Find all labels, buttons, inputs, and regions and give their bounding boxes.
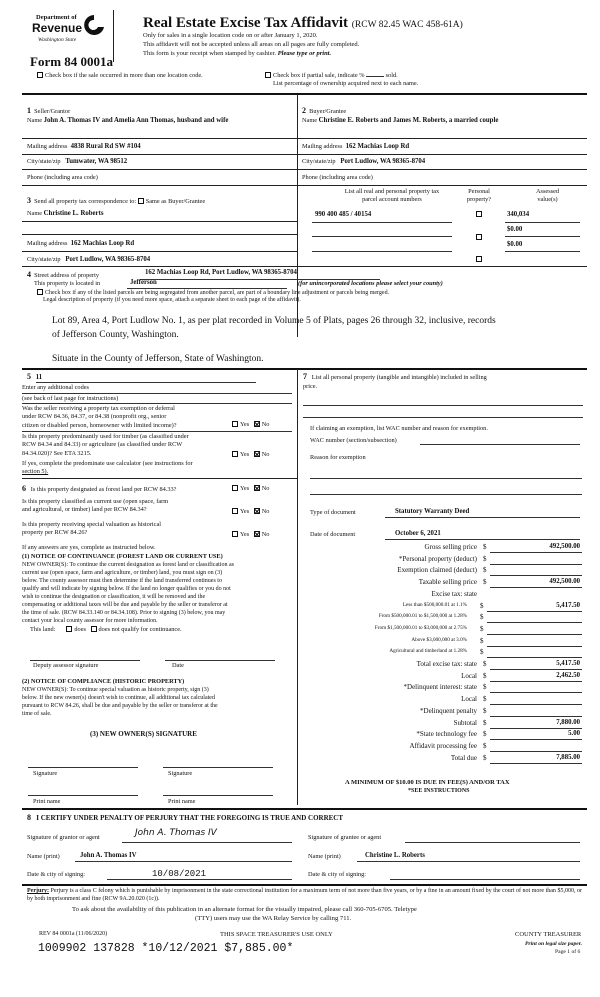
tax-row-value: 5.00: [568, 730, 580, 738]
street-address: 162 Machias Loop Rd, Port Ludlow, WA 98365-8704: [145, 269, 297, 276]
sec5-heading: 5 11: [27, 372, 43, 381]
dollar-sign: $: [480, 648, 484, 657]
doc-type-row: Type of document: [310, 509, 356, 516]
title-text: Real Estate Excise Tax Affidavit: [143, 15, 348, 31]
buyer-name-row: Name Christine E. Roberts and James M. Roberts, a married couple: [302, 117, 499, 124]
seller-city: Tumwater, WA 98512: [65, 158, 128, 165]
tax-row-label: *State technology fee: [416, 730, 477, 739]
county-note: (for unincorporated locations please select your county): [298, 280, 443, 287]
no-checkbox[interactable]: [254, 421, 260, 427]
seller-mail: 4838 Rural Rd SW #104: [70, 143, 141, 150]
tax-row-label: Above $3,000,000 at 3.0%: [411, 636, 467, 643]
ifany-note: If any answers are yes, complete as instructed below.: [22, 544, 156, 551]
tax-row-line: [490, 716, 582, 717]
list-pct-note: List percentage of ownership acquired next to each name.: [273, 80, 419, 87]
logo-dept: Department of: [36, 14, 77, 21]
wac-label: WAC number (section/subsection): [310, 437, 397, 444]
dollar-sign: $: [480, 613, 484, 622]
exemption-label: If claiming an exemption, list WAC number and reason for exemption.: [310, 425, 488, 432]
tax-row-value: 2,462.50: [556, 671, 580, 679]
same-as-buyer-checkbox[interactable]: [138, 198, 144, 204]
seller-name: John A. Thomas IV and Amelia Ann Thomas, husband and wife: [43, 117, 229, 124]
dollar-sign: $: [483, 718, 487, 727]
tax-row-value: 5,417.50: [556, 601, 580, 609]
grantee-name: Christine L. Roberts: [365, 852, 425, 859]
notice1-title: (1) NOTICE OF CONTINUANCE (FOREST LAND OR CURRENT USE): [22, 553, 223, 560]
q2-yes-no[interactable]: Yes No: [232, 451, 269, 459]
certify-heading: 8 I CERTIFY UNDER PENALTY OF PERJURY THAT THE FOREGOING IS TRUE AND CORRECT: [27, 813, 344, 822]
tax-row-line: [490, 575, 582, 576]
tax-row-line: [490, 681, 582, 682]
dollar-sign: $: [483, 543, 487, 551]
grantor-sig-label: Signature of grantor or agent: [27, 834, 100, 841]
tax-corr-mail-row: Mailing address 162 Machias Loop Rd: [27, 240, 135, 247]
treasurer-stamp: 1009902 137828 *10/12/2021 $7,885.00*: [38, 942, 294, 955]
personal-property-checkbox[interactable]: [476, 234, 482, 240]
revision-number: REV 84 0001a (11/06/2020): [39, 931, 108, 937]
tax-row-label: Gross selling price: [424, 543, 477, 551]
tax-row-line: [490, 751, 582, 752]
buyer-phone-row: Phone (including area code): [302, 174, 373, 181]
personal-prop-label: 7 List all personal property (tangible and intangible) included in selling price.: [303, 372, 487, 390]
doc-date-row: Date of document: [310, 531, 356, 538]
checkbox[interactable]: [265, 72, 271, 78]
tax-corr-name: Christine L. Roberts: [43, 210, 104, 217]
doc-date: October 6, 2021: [395, 530, 441, 537]
q6b-yes-no[interactable]: Yes No: [232, 508, 269, 516]
availability-1: To ask about the availability of this publication in an alternate format for the visually impaired, please call 360-705-6705. Teletype: [72, 906, 417, 913]
dollar-sign: $: [483, 730, 487, 739]
tax-row-label: Local: [461, 695, 477, 704]
treasurer-only: THIS SPACE TREASURER'S USE ONLY: [220, 931, 333, 938]
new-owner-print-1: Print name: [33, 798, 61, 805]
grantor-signature: John A. Thomas IV: [135, 828, 217, 838]
notice2-body: NEW OWNER(S): To continue special valuation as historic property, sign (3) below. If the new owner(s) doesn't wish to continue, all additional tax calculated pursuant to RCW 84.26, shall be due and payable by the seller or transferor at the time of sale.: [22, 687, 218, 717]
seller-city-row: City/state/zip Tumwater, WA 98512: [27, 158, 128, 165]
multi-location-check[interactable]: Check box if the sale occurred in more than one location code.: [37, 72, 203, 80]
add-codes: Enter any additional codes: [22, 384, 89, 391]
yes-checkbox[interactable]: [232, 421, 238, 427]
dollar-sign: $: [480, 636, 484, 645]
logo-revenue: Revenue: [32, 21, 83, 35]
no-checkbox[interactable]: [254, 508, 260, 514]
see-instructions: *SEE INSTRUCTIONS: [408, 788, 470, 794]
assessed-value: $0.00: [507, 241, 523, 248]
page-title: [143, 14, 463, 32]
tax-row-label: Subtotal: [453, 718, 477, 727]
tax-row-line: [487, 646, 582, 647]
current-use-question: Is this property classified as current use (open space, farm and agricultural, or timber) land per RCW 84.34?: [22, 498, 169, 514]
tax-row-label: *Delinquent penalty: [420, 706, 477, 715]
tax-row-line: [490, 669, 582, 670]
seller-phone-row: Phone (including area code): [27, 174, 98, 181]
yes-checkbox[interactable]: [232, 531, 238, 537]
buyer-name: Christine E. Roberts and James M. Roberts, a married couple: [318, 117, 499, 124]
tax-row-line: [487, 622, 582, 623]
tax-corr-name-row: Name Christine L. Roberts: [27, 210, 104, 217]
exemption-question: Was the seller receiving a property tax exemption or deferral under RCW 84.36, 84.37, or 84.38 (nonprofit org., senior citizen or disabled person, homeowner with limited income)?: [22, 405, 177, 429]
q6a-yes-no[interactable]: Yes No: [232, 485, 269, 493]
does-not-checkbox[interactable]: [91, 626, 97, 632]
agency-logo: [30, 12, 110, 52]
tax-row-label: Total due: [450, 753, 477, 762]
seller-heading: 1 Seller/Grantor: [27, 106, 71, 115]
tax-row-line: [487, 657, 582, 658]
tax-row-label: From $500,000.01 to $1,500,000 at 1.28%: [378, 613, 467, 620]
partial-sale-check[interactable]: Check box if partial sale, indicate % sold.: [265, 72, 398, 80]
dollar-sign: $: [483, 753, 487, 762]
tax-row-line: [490, 587, 582, 588]
no-checkbox[interactable]: [254, 451, 260, 457]
new-owner-print-2: Print name: [168, 798, 196, 805]
header-line1: Only for sales in a single location code on or after January 1, 2020.: [143, 32, 318, 39]
grantee-name-label: Name (print): [308, 853, 341, 860]
personal-header: Personal property?: [466, 188, 492, 203]
yes-checkbox[interactable]: [232, 451, 238, 457]
tax-row-label: Taxable selling price: [418, 578, 477, 587]
buyer-heading: 2 Buyer/Grantee: [302, 106, 347, 115]
assessed-value: $0.00: [507, 226, 523, 233]
tax-row-label: Less than $500,000.01 at 1.1%: [402, 601, 467, 608]
tax-row-value: 492,500.00: [549, 578, 580, 586]
dollar-sign: $: [483, 566, 487, 575]
qualify-row: This land: does does not qualify for continuance.: [30, 626, 182, 633]
parcel-header: List all real and personal property tax parcel account numbers: [344, 188, 440, 203]
tax-corr-mail: 162 Machias Loop Rd: [70, 240, 135, 247]
notice2-title: (2) NOTICE OF COMPLIANCE (HISTORIC PROPERTY): [22, 678, 185, 685]
dollar-sign: $: [483, 683, 487, 692]
legal-desc-1: Lot 89, Area 4, Port Ludlow No. 1, as per plat recorded in Volume 5 of Plats, pages 26 through 32, inclusive, records: [52, 316, 496, 326]
grantee-sig-label: Signature of grantee or agent: [308, 834, 382, 841]
logo-state: Washington State: [38, 37, 77, 43]
personal-property-checkbox[interactable]: [476, 211, 482, 217]
tax-row-line: [490, 552, 582, 553]
form-number: Form 84 0001a: [30, 54, 114, 69]
notice1-body: NEW OWNER(S): To continue the current designation as forest land or classification as current use (open space, farm and agriculture, or timber) land, you must sign on (3) below. The county assessor must then determine if the land transferred continues to qualify and will indicate by signing below. If the land no longer qualifies or you do not wish to continue the designation or classification, it will be removed and the compensating or additional taxes will be due and payable by the seller or transferor at the time of sale. (RCW 84.33.140 or 84.34.108). Prior to signing (3) below, you may contact your local county assessor for more information.: [22, 562, 234, 624]
no-checkbox[interactable]: [254, 485, 260, 491]
perjury-note: Perjury: Perjury is a class C felony which is punishable by imprisonment in the state correctional institution for a maximum term of not more than five years, or by a fine in an amount fixed by the court of not more than $5,000, or by both imprisonment and fine (RCW 9A.20.020 (1c)).: [27, 888, 582, 902]
dollar-sign: $: [480, 601, 484, 610]
grantor-name: John A. Thomas IV: [80, 852, 137, 859]
tax-row-line: [487, 611, 582, 612]
seller-name-row: Name John A. Thomas IV and Amelia Ann Thomas, husband and wife: [27, 117, 229, 124]
legal-desc-3: Situate in the County of Jefferson, State of Washington.: [52, 354, 264, 364]
tax-row-value: 5,417.50: [556, 660, 580, 667]
county: Jefferson: [130, 279, 157, 286]
see-back: (see back of last page for instructions): [22, 395, 119, 402]
checkbox[interactable]: [37, 72, 43, 78]
grantor-name-label: Name (print): [27, 853, 60, 860]
seller-mail-row: Mailing address 4838 Rural Rd SW #104: [27, 143, 141, 150]
tax-row-line: [490, 564, 582, 565]
legal-label: Legal description of property (if you need more space, attach a separate sheet to each page of the affidavit).: [43, 297, 301, 303]
tax-row-label: Total excise tax: state: [416, 660, 477, 668]
header-line2: This affidavit will not be accepted unless all areas on all pages are fully completed.: [143, 41, 360, 48]
tax-row-label: Excise tax: state: [431, 589, 477, 598]
deputy-date-label: Date: [172, 662, 184, 669]
historic-question: Is this property receiving special valuation as historical property per RCW 84.26?: [22, 521, 162, 537]
tax-row-label: *Delinquent interest: state: [403, 683, 477, 692]
timber-question: Is this property predominantly used for timber (as classified under RCW 84.34 and 84.33) or agriculture (as classified under RCW 84.34.020)? See ETA 3215.: [22, 433, 189, 457]
tax-row-label: Agricultural and timberland at 1.28%: [389, 648, 467, 655]
new-owner-signature-1: Signature: [33, 770, 58, 777]
new-owner-signature-2: Signature: [168, 770, 193, 777]
dollar-sign: $: [483, 671, 487, 680]
does-checkbox[interactable]: [66, 626, 72, 632]
doc-type: Statutory Warranty Deed: [395, 508, 470, 515]
assessed-header: Assessed value(s): [535, 188, 560, 203]
rcw-ref: (RCW 82.45 WAC 458-61A): [351, 20, 463, 30]
tax-corr-city-row: City/state/zip Port Ludlow, WA 98365-8704: [27, 256, 151, 263]
forest-question: 6 Is this property designated as forest land per RCW 84.33?: [22, 484, 177, 493]
q1-yes-no[interactable]: Yes No: [232, 421, 269, 429]
located-row: This property is located in: [34, 280, 101, 287]
yes-checkbox[interactable]: [232, 508, 238, 514]
location-code: 11: [35, 374, 43, 381]
dollar-sign: $: [480, 624, 484, 633]
dollar-sign: $: [483, 660, 487, 668]
segregation-check[interactable]: Check box if any of the listed parcels are being segregated from another parcel, are part of a boundary line adjustment or parcels being merged.: [37, 289, 389, 297]
tax-corr-city: Port Ludlow, WA 98365-8704: [65, 256, 151, 263]
checkbox[interactable]: [37, 289, 43, 295]
legal-paper-note: Print on legal size paper.: [525, 941, 583, 947]
legal-desc-2: of Jefferson County, Washington.: [52, 330, 179, 340]
grantee-date-label: Date & city of signing:: [308, 871, 367, 878]
dollar-sign: $: [483, 695, 487, 704]
buyer-city: Port Ludlow, WA 98365-8704: [340, 158, 426, 165]
deputy-sig-label: Deputy assessor signature: [33, 662, 99, 669]
personal-property-checkbox[interactable]: [476, 256, 482, 262]
ifyes-note: If yes, complete the predominate use calculator (see instructions for section 5).: [22, 460, 193, 476]
logo-swoosh-icon: [82, 14, 106, 36]
tax-row-label: *Personal property (deduct): [398, 554, 477, 563]
buyer-mail: 162 Machias Loop Rd: [345, 143, 410, 150]
dollar-sign: $: [483, 741, 487, 750]
tax-row-label: Affidavit processing fee: [409, 741, 477, 750]
tax-row-line: [490, 763, 582, 764]
tax-row-value: 492,500.00: [549, 543, 580, 550]
tax-row-line: [490, 692, 582, 693]
street-address-row: 4 Street address of property: [27, 270, 100, 279]
county-treasurer: COUNTY TREASURER: [515, 931, 582, 938]
dollar-sign: $: [483, 554, 487, 563]
buyer-mail-row: Mailing address 162 Machias Loop Rd: [302, 143, 410, 150]
grantor-date-label: Date & city of signing:: [27, 871, 86, 878]
tax-row-label: Exemption claimed (deduct): [397, 566, 477, 575]
tax-row-value: 7,885.00: [556, 753, 580, 761]
tax-row-line: [490, 739, 582, 740]
grantor-date: 10/08/2021: [152, 869, 207, 879]
dollar-sign: $: [483, 706, 487, 715]
tax-row-line: [490, 728, 582, 729]
availability-2: (TTY) users may use the WA Relay Service by calling 711.: [195, 915, 352, 922]
parcel-number: 990 400 485 / 40154: [315, 211, 372, 218]
page-number: Page 1 of 6: [555, 949, 581, 955]
no-checkbox[interactable]: [254, 531, 260, 537]
header-line3: This form is your receipt when stamped by cashier. Please type or print.: [143, 50, 332, 57]
tax-row-label: Local: [461, 671, 477, 680]
minimum-note: A MINIMUM OF $10.00 IS DUE IN FEE(S) AND/OR TAX: [345, 779, 510, 786]
buyer-city-row: City/state/zip Port Ludlow, WA 98365-8704: [302, 158, 426, 165]
dollar-sign: $: [483, 578, 487, 587]
yes-checkbox[interactable]: [232, 485, 238, 491]
tax-row-value: 7,880.00: [556, 718, 580, 726]
tax-corr-heading: 3 Send all property tax correspondence to: Same as Buyer/Grantee: [27, 196, 206, 205]
tax-row-line: [490, 704, 582, 705]
tax-row-label: From $1,500,000.01 to $3,000,000 at 2.75%: [374, 624, 467, 631]
reason-label: Reason for exemption: [310, 454, 366, 461]
q6c-yes-no[interactable]: Yes No: [232, 531, 269, 539]
assessed-value: 340,034: [507, 211, 530, 218]
tax-row-line: [487, 634, 582, 635]
new-owner-sig-title: (3) NEW OWNER(S) SIGNATURE: [90, 730, 197, 738]
